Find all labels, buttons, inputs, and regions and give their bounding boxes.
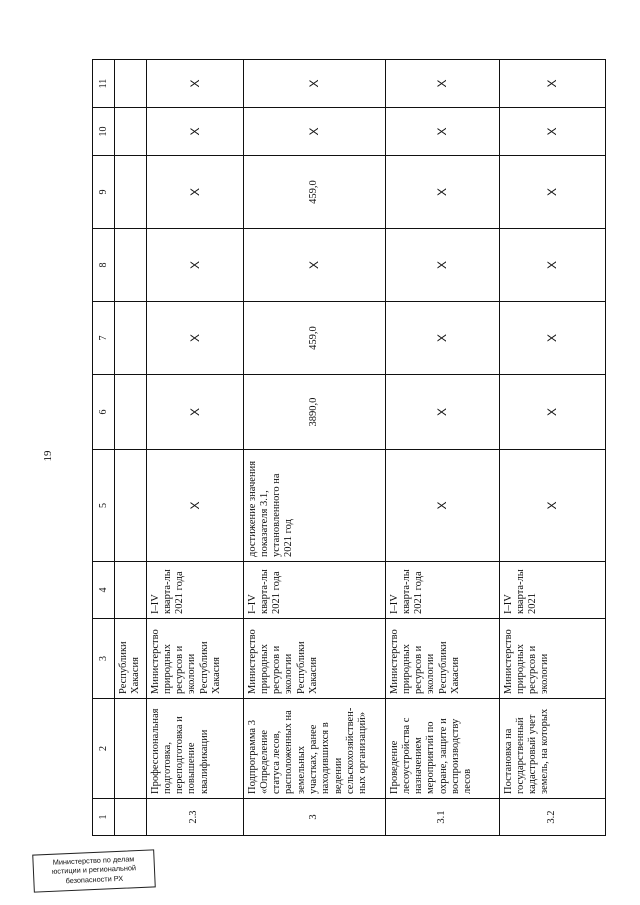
term: I–IV кварта-лы 2021 года: [385, 562, 499, 619]
value-cell: 459,0: [243, 302, 385, 375]
value-cell: Х: [499, 302, 605, 375]
value-cell: Х: [243, 108, 385, 156]
value-cell: Х: [146, 108, 243, 156]
executor: Министерство природных ресурсов и экологии: [499, 619, 605, 699]
column-number: 11: [93, 60, 115, 108]
measures-table: [92, 59, 606, 836]
column-number: 5: [93, 450, 115, 562]
continuation-row: [115, 60, 147, 836]
value-cell: Х: [146, 229, 243, 302]
value-cell: Х: [499, 108, 605, 156]
value-cell: 459,0: [243, 156, 385, 229]
column-number: 3: [93, 619, 115, 699]
measure-name: Профессиональная подготовка, переподготовка и повышение квалификации: [146, 699, 243, 799]
measure-name: Подпрограмма 3 «Определение статуса лесов, расположенных на земельных участках, ранее находившихся в ведении сельскохозяйствен-ных организаций»: [243, 699, 385, 799]
table-row: [243, 60, 385, 836]
executor: Министерство природных ресурсов и экологии Республики Хакасия: [243, 619, 385, 699]
column-number-row: [93, 60, 115, 836]
table-row: [499, 60, 605, 836]
rotated-table-container: [92, 60, 604, 836]
value-cell: Х: [385, 375, 499, 450]
executor: Министерство природных ресурсов и экологии Республики Хакасия: [146, 619, 243, 699]
value-cell: Х: [499, 229, 605, 302]
stamp-line: безопасности РХ: [65, 873, 124, 886]
value-cell: Х: [146, 375, 243, 450]
value-cell: Х: [385, 302, 499, 375]
value-cell: Х: [243, 229, 385, 302]
value-cell: Х: [146, 60, 243, 108]
measure-name: Постановка на государственный кадастровый учет земель, на которых: [499, 699, 605, 799]
value-cell: Х: [385, 108, 499, 156]
row-number: 3.1: [385, 799, 499, 836]
column-number: 9: [93, 156, 115, 229]
page-number: 19: [42, 450, 54, 462]
value-cell: Х: [146, 156, 243, 229]
column-number: 7: [93, 302, 115, 375]
ministry-stamp: [32, 849, 156, 892]
indicator: Х: [499, 450, 605, 562]
term: I–IV кварта-лы 2021: [499, 562, 605, 619]
continuation-executor: Республики Хакасия: [115, 619, 147, 699]
term: I–IV кварта-лы 2021 года: [146, 562, 243, 619]
value-cell: Х: [499, 60, 605, 108]
indicator: Х: [146, 450, 243, 562]
row-number: 3: [243, 799, 385, 836]
value-cell: Х: [499, 156, 605, 229]
row-number: 3.2: [499, 799, 605, 836]
column-number: 4: [93, 562, 115, 619]
table-row: [146, 60, 243, 836]
column-number: 2: [93, 699, 115, 799]
row-number: 2.3: [146, 799, 243, 836]
column-number: 10: [93, 108, 115, 156]
stamp-line: юстиции и региональной: [51, 863, 137, 877]
column-number: 8: [93, 229, 115, 302]
term: I–IV кварта-лы 2021 года: [243, 562, 385, 619]
measure-name: Проведение лесоустройства с назначением мероприятий по охране, защите и воспроизводству лесов: [385, 699, 499, 799]
value-cell: Х: [146, 302, 243, 375]
table-row: [385, 60, 499, 836]
stamp-line: Министерство по делам: [52, 854, 135, 867]
value-cell: Х: [385, 156, 499, 229]
value-cell: Х: [243, 60, 385, 108]
indicator: Х: [385, 450, 499, 562]
value-cell: 3890,0: [243, 375, 385, 450]
value-cell: Х: [385, 60, 499, 108]
column-number: 6: [93, 375, 115, 450]
column-number: 1: [93, 799, 115, 836]
value-cell: Х: [499, 375, 605, 450]
executor: Министерство природных ресурсов и экологии Республики Хакасия: [385, 619, 499, 699]
indicator: достижение значения показателя 3.1, установленного на 2021 год: [243, 450, 385, 562]
value-cell: Х: [385, 229, 499, 302]
